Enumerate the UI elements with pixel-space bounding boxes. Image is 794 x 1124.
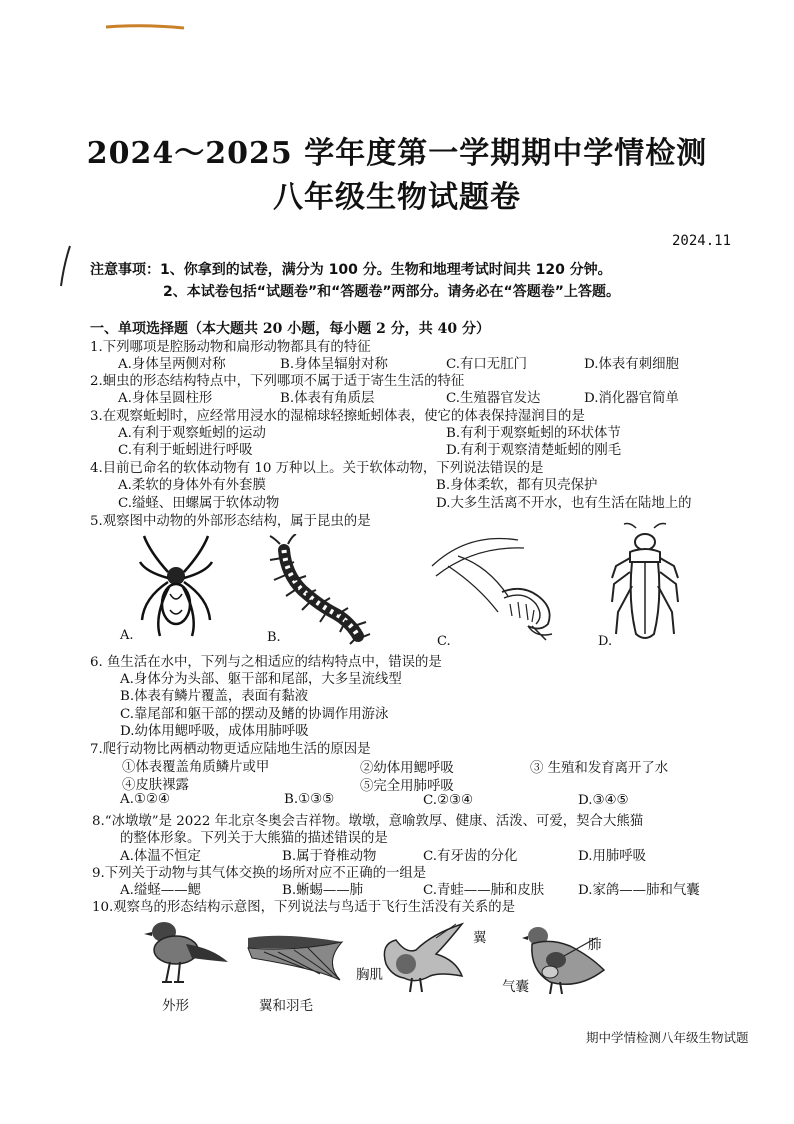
q3-option-d: D.有利于观察清楚蚯蚓的刚毛 (446, 443, 622, 458)
q6-option-c: C.靠尾部和躯干部的摆动及鳍的协调作用游泳 (120, 707, 389, 722)
q8-stem-line1: 8.“冰墩墩”是 2022 年北京冬奥会吉祥物。墩墩，意喻敦厚、健康、活泼、可爱，契合大熊猫 (92, 814, 644, 829)
q5-option-a: A. (120, 628, 134, 643)
page-footer: 期中学情检测八年级生物试题 (586, 1030, 749, 1045)
q3-option-c: C.有利于蚯蚓进行呼吸 (118, 443, 253, 458)
label-wing-feathers: 翼和羽毛 (259, 998, 313, 1014)
page-subtitle: 八年级生物试题卷 (273, 180, 521, 215)
pen-mark (56, 244, 76, 288)
q9-option-a: A.缢蛏——鳃 (120, 883, 201, 898)
q2-option-b: B.体表有角质层 (280, 391, 375, 406)
q5-stem: 5.观察图中动物的外部形态结构，属于昆虫的是 (90, 514, 371, 529)
bird-muscle-image (376, 920, 470, 996)
q9-stem: 9.下列关于动物与其气体交换的场所对应不正确的一组是 (92, 866, 427, 881)
label-wing: 翼 (473, 930, 487, 946)
q7-option-a: A.①②④ (120, 792, 170, 807)
q4-option-a: A.柔软的身体外有外套膜 (118, 478, 266, 493)
q9-option-b: B.蜥蜴——肺 (282, 883, 364, 898)
q8-option-c: C.有牙齿的分化 (423, 849, 518, 864)
section-heading: 一、单项选择题（本大题共 20 小题，每小题 2 分，共 40 分） (90, 321, 490, 337)
q5-option-c: C. (437, 634, 451, 649)
notice-line-1: 注意事项：1、你拿到的试卷，满分为 100 分。生物和地理考试时间共 120 分钟。 (90, 262, 612, 278)
label-air-sac: 气囊 (502, 979, 529, 995)
q1-option-b: B.身体呈辐射对称 (280, 357, 388, 372)
q8-option-b: B.属于脊椎动物 (282, 849, 377, 864)
q3-option-a: A.有利于观察蚯蚓的运动 (118, 426, 266, 441)
q4-stem: 4.目前已命名的软体动物有 10 万种以上。关于软体动物，下列说法错误的是 (90, 461, 544, 476)
q7-stem: 7.爬行动物比两栖动物更适应陆地生活的原因是 (90, 742, 371, 757)
q5-option-b: B. (267, 630, 281, 645)
q7-option-b: B.①③⑤ (284, 792, 335, 807)
notice-line-2: 2、本试卷包括“试题卷”和“答题卷”两部分。请务必在“答题卷”上答题。 (163, 284, 620, 300)
q4-option-c: C.缢蛏、田螺属于软体动物 (118, 496, 280, 511)
q5-option-d: D. (598, 634, 613, 649)
bird-shape-image (136, 916, 232, 988)
q1-stem: 1.下列哪项是腔肠动物和扁形动物都具有的特征 (90, 340, 371, 355)
q7-statement-5: ⑤完全用肺呼吸 (360, 779, 454, 794)
q3-option-b: B.有利于观察蚯蚓的环状体节 (446, 426, 621, 441)
q1-option-d: D.体表有刺细胞 (584, 357, 679, 372)
q1-option-c: C.有口无肛门 (446, 357, 527, 372)
q4-option-d: D.大多生活离不开水，也有生活在陆地上的 (436, 496, 692, 511)
q7-statement-2: ②幼体用鳃呼吸 (360, 761, 454, 776)
page-title: 2024～2025 学年度第一学期期中学情检测 (86, 136, 708, 171)
q2-option-a: A.身体呈圆柱形 (118, 391, 213, 406)
q10-stem: 10.观察鸟的形态结构示意图，下列说法与鸟适于飞行生活没有关系的是 (92, 900, 516, 915)
q1-option-a: A.身体呈两侧对称 (118, 357, 226, 372)
q8-stem-line2: 的整体形象。下列关于大熊猫的描述错误的是 (120, 831, 388, 846)
q4-option-b: B.身体柔软，都有贝壳保护 (436, 478, 598, 493)
q7-option-c: C.②③④ (423, 793, 474, 808)
q2-stem: 2.蛔虫的形态结构特点中，下列哪项不属于适于寄生生活的特征 (90, 374, 465, 389)
q7-option-d: D.③④⑤ (578, 793, 629, 808)
q9-option-c: C.青蛙——肺和皮肤 (423, 883, 545, 898)
q6-stem: 6. 鱼生活在水中，下列与之相适应的结构特点中，错误的是 (90, 655, 442, 670)
q7-statement-1: ①体表覆盖角质鳞片或甲 (122, 760, 270, 775)
insect-image (610, 522, 680, 646)
q9-option-d: D.家鸽——肺和气囊 (578, 883, 700, 898)
spider-image (136, 532, 216, 642)
q8-option-a: A.体温不恒定 (120, 849, 201, 864)
centipede-image (266, 534, 378, 646)
q2-option-d: D.消化器官简单 (584, 391, 679, 406)
q7-statement-4: ④皮肤裸露 (122, 778, 189, 793)
q6-option-a: A.身体分为头部、躯干部和尾部，大多呈流线型 (120, 672, 402, 687)
q6-option-d: D.幼体用鳃呼吸，成体用肺呼吸 (120, 724, 309, 739)
q3-stem: 3.在观察蚯蚓时，应经常用浸水的湿棉球轻擦蚯蚓体表，使它的体表保持湿润目的是 (90, 409, 585, 424)
q6-option-b: B.体表有鳞片覆盖，表面有黏液 (120, 689, 309, 704)
label-bird-shape: 外形 (162, 998, 189, 1014)
scan-mark (104, 22, 186, 32)
exam-date: 2024.11 (672, 233, 732, 249)
q8-option-d: D.用肺呼吸 (578, 849, 647, 864)
q7-statement-3: ③ 生殖和发育离开了水 (530, 761, 669, 776)
q2-option-c: C.生殖器官发达 (446, 391, 541, 406)
wing-feathers-image (244, 928, 344, 984)
shrimp-image (428, 526, 562, 644)
bird-lung-image (520, 920, 608, 998)
label-lung: 肺 (588, 937, 602, 953)
label-chest-muscle: 胸肌 (356, 967, 383, 983)
